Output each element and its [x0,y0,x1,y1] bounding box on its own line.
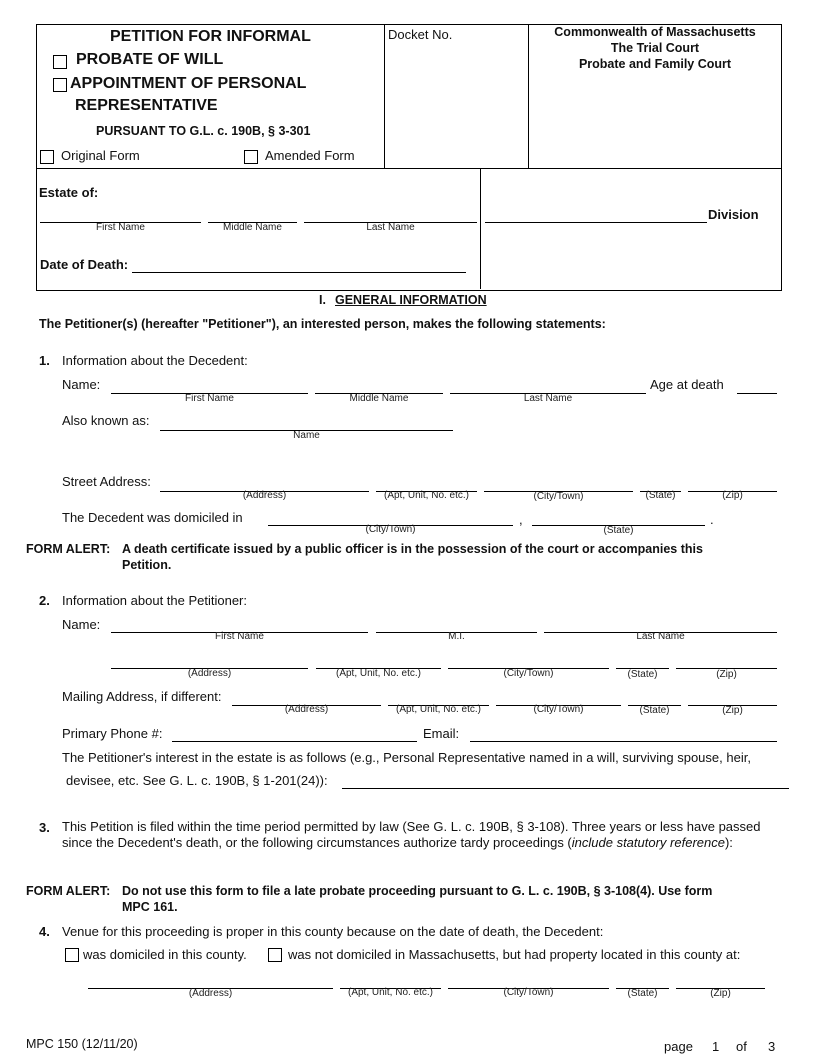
petitioner-address-input[interactable] [111,652,307,668]
division-line [485,222,707,223]
mailing-city-caption: (City/Town) [533,704,584,715]
email-label: Email: [423,726,460,741]
petitioner-name-label: Name: [62,617,101,632]
form-alert-2-text-2: MPC 161. [122,900,178,914]
estate-first-name-caption: First Name [96,222,145,233]
estate-last-name-input[interactable] [304,206,476,222]
decedent-address-input[interactable] [160,475,368,491]
venue-domiciled-checkbox[interactable] [65,948,79,962]
estate-first-name-input[interactable] [40,206,200,222]
pursuant-text: PURSUANT TO G.L. c. 190B, § 3-301 [96,124,311,138]
estate-divider [480,169,481,289]
form-alert-1-text: A death certificate issued by a public officer is in the possession of the court or accompanies this [122,542,703,556]
decedent-address-caption: (Address) [242,490,287,501]
petitioner-mi-input[interactable] [376,616,536,632]
decedent-city-caption: (City/Town) [533,491,584,502]
mailing-address-label: Mailing Address, if different: [62,689,222,704]
age-at-death-line [737,393,777,394]
petitioner-state-caption: (State) [627,669,658,680]
email-line [470,741,777,742]
property-state-input[interactable] [616,972,668,988]
item4-number: 4. [39,924,50,939]
decedent-zip-caption: (Zip) [722,490,743,501]
property-apt-caption: (Apt, Unit, No. etc.) [347,987,434,998]
interest-text-2: devisee, etc. See G. L. c. 190B, § 1-201(24)): [66,773,328,788]
petitioner-state-input[interactable] [616,652,668,668]
estate-middle-name-caption: Middle Name [223,222,282,233]
mailing-state-caption: (State) [639,705,670,716]
interest-input[interactable] [342,772,788,788]
item1-number: 1. [39,353,50,368]
decedent-apt-input[interactable] [376,475,476,491]
division-input[interactable] [485,206,705,222]
date-of-death-line [132,272,466,273]
item2-number: 2. [39,593,50,608]
property-address-caption: (Address) [188,988,233,999]
mailing-apt-caption: (Apt, Unit, No. etc.) [395,704,482,715]
docket-label: Docket No. [388,27,453,42]
interest-line [342,788,789,789]
venue-domiciled-label: was domiciled in this county. [83,947,247,962]
petitioner-mi-caption: M.I. [448,631,465,642]
item4-text: Venue for this proceeding is proper in this county because on the date of death, the Decedent: [62,924,604,939]
item1-title: Information about the Decedent: [62,353,248,368]
age-at-death-input[interactable] [737,377,777,393]
amended-form-label: Amended Form [265,148,355,163]
mailing-state-input[interactable] [628,689,680,705]
docket-input[interactable] [388,50,524,68]
petitioner-last-name-caption: Last Name [636,631,685,642]
amended-form-checkbox[interactable] [244,150,258,164]
petitioner-zip-caption: (Zip) [716,669,737,680]
petitioner-first-name-input[interactable] [111,616,367,632]
decedent-last-name-caption: Last Name [523,393,573,404]
decedent-middle-name-input[interactable] [315,377,442,393]
primary-phone-line [172,741,417,742]
division-label: Division [708,207,759,222]
domicile-city-caption: (City/Town) [365,524,416,535]
probate-checkbox[interactable] [53,55,67,69]
form-id: MPC 150 (12/11/20) [26,1037,138,1051]
petitioner-city-input[interactable] [448,652,608,668]
date-of-death-label: Date of Death: [40,257,129,272]
estate-middle-name-input[interactable] [208,206,296,222]
original-form-checkbox[interactable] [40,150,54,164]
email-input[interactable] [470,725,776,741]
date-of-death-input[interactable] [132,256,464,272]
petitioner-address-caption: (Address) [187,668,232,679]
appointment-option-label-2: REPRESENTATIVE [75,97,218,114]
decedent-apt-caption: (Apt, Unit, No. etc.) [383,490,470,501]
venue-not-domiciled-checkbox[interactable] [268,948,282,962]
property-zip-caption: (Zip) [710,988,731,999]
property-zip-input[interactable] [676,972,764,988]
primary-phone-input[interactable] [172,725,416,741]
form-alert-1-text-2: Petition. [122,558,172,572]
item3-text-2a: since the Decedent's death, or the following circumstances authorize tardy proceedings ( [62,835,572,850]
court-name-2: The Trial Court [610,41,700,55]
decedent-state-input[interactable] [640,475,680,491]
decedent-first-name-caption: First Name [185,393,234,404]
petitioner-apt-caption: (Apt, Unit, No. etc.) [335,668,422,679]
item3-number: 3. [39,820,50,835]
item3-text-2c: ): [724,835,733,850]
form-alert-2-text: Do not use this form to file a late probate proceeding pursuant to G. L. c. 190B, § 3-108(4). Use form [122,884,713,898]
header-divider-2 [528,24,529,169]
domicile-comma: , [519,512,523,527]
appointment-checkbox[interactable] [53,78,67,92]
decedent-state-caption: (State) [645,490,676,501]
aka-caption: Name [293,430,320,441]
page-number: 1 [712,1039,720,1054]
mailing-zip-input[interactable] [688,689,776,705]
header-divider-1 [384,24,385,169]
aka-input[interactable] [160,414,452,430]
age-at-death-label: Age at death [650,377,724,392]
mailing-address-caption: (Address) [284,704,329,715]
estate-label: Estate of: [39,185,99,200]
tardy-circumstances-input[interactable] [62,854,778,870]
section-number: I. [319,293,326,307]
form-alert-1-label: FORM ALERT: [26,542,111,556]
item3-text-2 [62,835,733,850]
domicile-state-input[interactable] [532,509,704,525]
domicile-state-caption: (State) [603,525,634,536]
property-apt-input[interactable] [340,972,440,988]
original-form-label: Original Form [61,148,140,163]
mailing-apt-input[interactable] [388,689,488,705]
petitioner-apt-input[interactable] [316,652,440,668]
form-alert-2-label: FORM ALERT: [26,884,111,898]
court-name-1: Commonwealth of Massachusetts [554,25,756,39]
mailing-address-input[interactable] [232,689,380,705]
mailing-zip-caption: (Zip) [722,705,743,716]
property-address-input[interactable] [88,972,332,988]
decedent-city-input[interactable] [484,475,632,491]
domicile-period: . [710,512,714,527]
estate-last-name-caption: Last Name [366,222,415,233]
decedent-zip-input[interactable] [688,475,776,491]
petitioner-last-name-input[interactable] [544,616,776,632]
property-city-caption: (City/Town) [503,987,554,998]
form-title: PETITION FOR INFORMAL [110,28,311,45]
item2-title: Information about the Petitioner: [62,593,248,608]
mailing-city-input[interactable] [496,689,620,705]
petitioner-city-caption: (City/Town) [503,668,554,679]
decedent-first-name-input[interactable] [111,377,307,393]
aka-label: Also known as: [62,413,150,428]
page-label: page [664,1039,693,1054]
section-title: GENERAL INFORMATION [335,293,487,307]
petitioner-intro: The Petitioner(s) (hereafter "Petitioner"), an interested person, makes the following statements: [39,317,606,331]
property-state-caption: (State) [627,988,658,999]
decedent-middle-name-caption: Middle Name [349,393,409,404]
decedent-name-label: Name: [62,377,101,392]
petitioner-first-name-caption: First Name [215,631,264,642]
domiciled-label: The Decedent was domiciled in [62,510,243,525]
property-city-input[interactable] [448,972,608,988]
interest-text: The Petitioner's interest in the estate is as follows (e.g., Personal Representative named in a will, surviving spouse, heir, [62,750,751,765]
header-mid-line [36,168,781,169]
domicile-city-input[interactable] [268,509,512,525]
appointment-option-label: APPOINTMENT OF PERSONAL [70,75,307,92]
item3-text-2b: include statutory reference [571,835,725,850]
of-label: of [736,1039,747,1054]
item3-text: This Petition is filed within the time period permitted by law (See G. L. c. 190B, § 3-108). Three years or less have passed [62,819,761,834]
street-address-label: Street Address: [62,474,151,489]
court-name-3: Probate and Family Court [578,57,732,71]
venue-not-domiciled-label: was not domiciled in Massachusetts, but had property located in this county at: [288,947,741,962]
page-total: 3 [768,1039,776,1054]
petitioner-zip-input[interactable] [676,652,776,668]
decedent-last-name-input[interactable] [450,377,645,393]
primary-phone-label: Primary Phone #: [62,726,163,741]
probate-option-label: PROBATE OF WILL [76,51,224,68]
